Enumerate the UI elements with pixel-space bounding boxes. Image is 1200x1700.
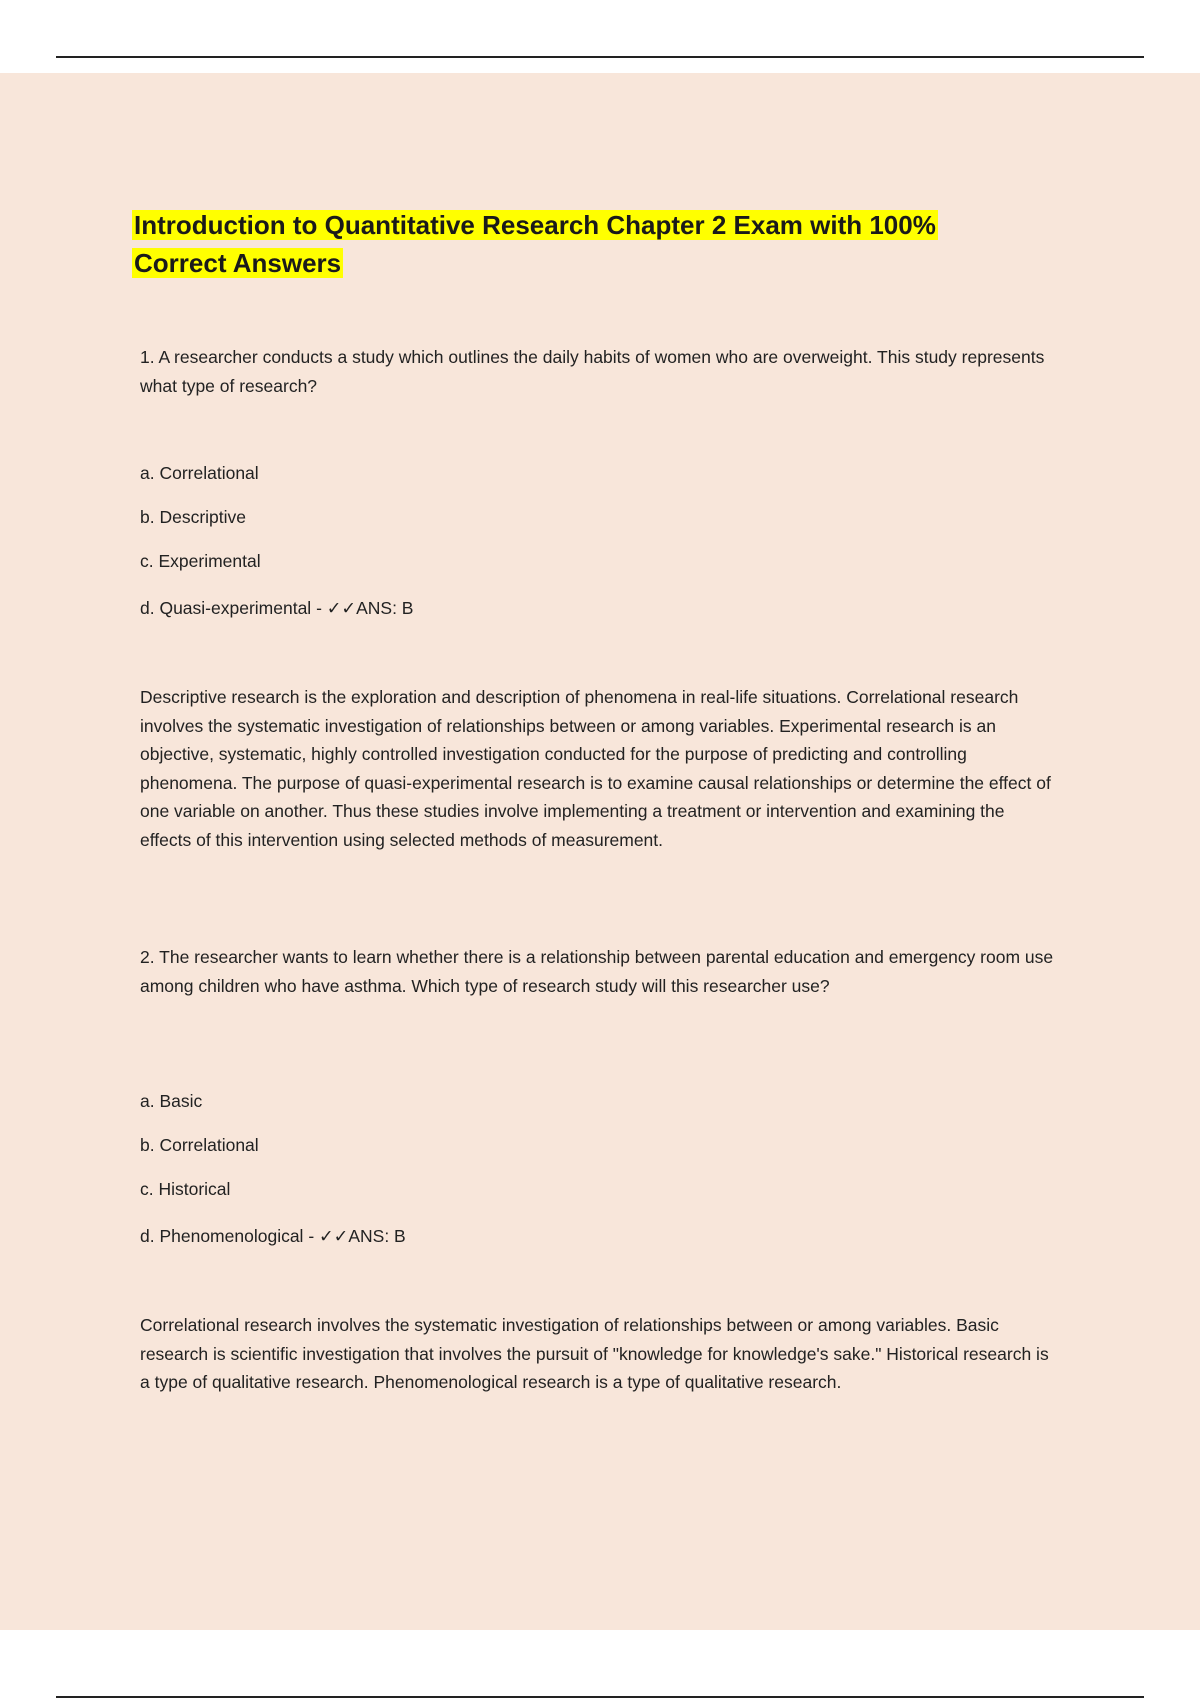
document-title — [132, 206, 938, 282]
question-2-option-a: a. Basic — [140, 1091, 203, 1111]
top-rule — [56, 56, 1144, 58]
question-2-option-d — [140, 1224, 406, 1248]
question-1-explanation: Descriptive research is the exploration and description of phenomena in real-life situations. Correlational research involves the systematic investigation of relationships between or among variables. Experimental research is an objective, systematic, highly controlled investigation conducted for the purpose of predicting and controlling phenomena. The purpose of quasi-experimental research is to examine causal relationships or determine the effect of one variable on another. Thus these studies involve implementing a treatment or intervention and examining the effects of this intervention using selected methods of measurement. — [140, 687, 1051, 850]
question-2-option-c: c. Historical — [140, 1179, 231, 1199]
question-1-option-a: a. Correlational — [140, 463, 259, 483]
question-2-option-b: b. Correlational — [140, 1135, 259, 1155]
question-2-text: 2. The researcher wants to learn whether there is a relationship between parental education and emergency room use among children who have asthma. Which type of research study will this researcher use? — [140, 947, 1054, 996]
title-line-1: Introduction to Quantitative Research Chapter 2 Exam with 100% — [134, 210, 936, 240]
question-1-option-d-label: d. Quasi-experimental — [140, 598, 312, 618]
question-1-option-b: b. Descriptive — [140, 507, 247, 527]
bottom-rule — [56, 1696, 1144, 1698]
title-line-2: Correct Answers — [134, 248, 342, 278]
question-1-answer: - ✓✓ANS: B — [311, 598, 414, 618]
document-page — [0, 73, 1200, 1630]
question-1-option-c: c. Experimental — [140, 551, 261, 571]
question-1-text: 1. A researcher conducts a study which outlines the daily habits of women who are overweight. This study represents what type of research? — [140, 347, 1045, 396]
question-1-option-d — [140, 596, 413, 620]
question-2-option-d-label: d. Phenomenological — [140, 1226, 304, 1246]
question-2-explanation: Correlational research involves the systematic investigation of relationships between or among variables. Basic research is scientific investigation that involves the pursuit of "knowledge for knowledge's sake." Historical research is a type of qualitative research. Phenomenological research is a type of qualitative research. — [140, 1315, 1049, 1392]
question-2-answer: - ✓✓ANS: B — [303, 1226, 406, 1246]
